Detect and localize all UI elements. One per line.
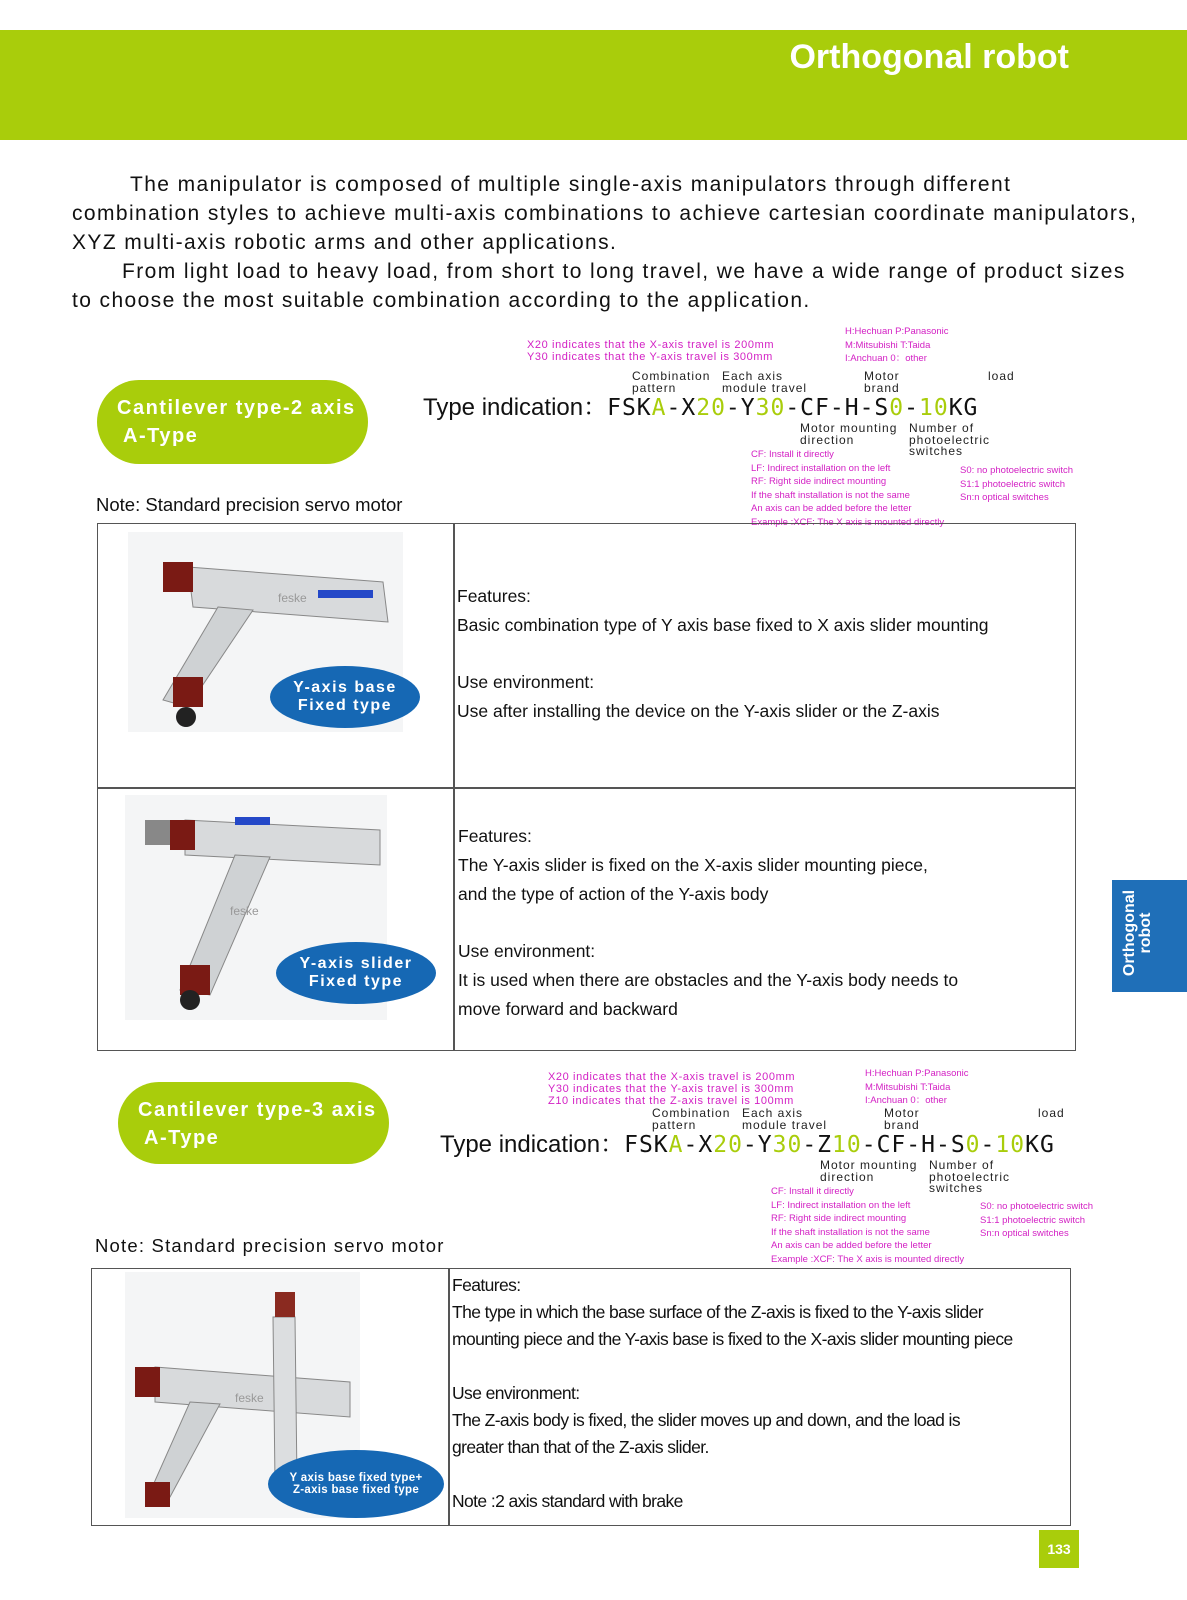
brand-logo: feske (278, 591, 307, 605)
mounting-note: CF: Install it directly (771, 1186, 854, 1197)
code-segment: -CF-H-S (785, 395, 890, 421)
type-label: Type indication： (440, 1131, 625, 1158)
code-segment: KG (948, 395, 979, 421)
label-mounting: Motor mounting direction (800, 421, 898, 447)
travel-note: Y30 indicates that the Y-axis travel is 300mm (527, 351, 773, 363)
mounting-note: If the shaft installation is not the same (771, 1226, 930, 1238)
note-servo: Note: Standard precision servo motor (96, 494, 403, 515)
code-segment: -CF-H-S (861, 1132, 966, 1158)
travel-note: Z10 indicates that the Z-axis travel is 100mm (548, 1095, 794, 1107)
divider (448, 1268, 450, 1526)
code-segment: KG (1025, 1132, 1055, 1158)
section-title-2-axis (97, 380, 368, 464)
intro-paragraph: From light load to heavy load, from short to long travel, we have a wide range of product sizes to choose the most suitable combination according to the application. (72, 260, 1126, 312)
badge-y-slider-fixed (276, 942, 436, 1004)
badge-line: Y-axis base (293, 679, 397, 696)
mounting-note: Example :XCF: The X axis is mounted directly (771, 1253, 965, 1265)
use-environment-text: greater than that of the Z-axis slider. (452, 1437, 709, 1457)
code-segment: 0 (889, 395, 905, 421)
row-1-description (457, 582, 988, 726)
page-number: 133 (1039, 1530, 1079, 1568)
features-text: mounting piece and the Y-axis base is fixed to the X-axis slider mounting piece (452, 1329, 1013, 1349)
use-environment-text: It is used when there are obstacles and the Y-axis body needs to (458, 970, 959, 990)
mounting-note: An axis can be added before the letter (751, 503, 912, 514)
type-indication (440, 1132, 1055, 1158)
section-title-line: A-Type (123, 425, 199, 447)
label-load: load (1038, 1106, 1065, 1120)
code-segment: 20 (713, 1132, 743, 1158)
mounting-note: Example :XCF: The X axis is mounted directly (751, 516, 945, 528)
row-2-description (458, 822, 958, 1024)
type-indication (423, 395, 978, 421)
switch-note: S0: no photoelectric switch (960, 465, 1074, 476)
features-heading: Features: (458, 826, 532, 846)
row-3-description (452, 1272, 1013, 1515)
travel-notes (548, 1071, 795, 1107)
switch-notes (960, 464, 1073, 505)
badge-line: Y axis base fixed type+ (289, 1472, 423, 1484)
brand-note: H:Hechuan P:Panasonic (865, 1068, 969, 1079)
label-travel: Each axis module travel (722, 369, 808, 395)
side-tab-orthogonal-robot[interactable] (1112, 880, 1187, 992)
side-tab-label: Orthogonal robot (1121, 889, 1154, 977)
code-segment: FSK (624, 1132, 669, 1158)
switch-note: Sn:n optical switches (980, 1228, 1069, 1239)
badge-line: Fixed type (308, 973, 404, 990)
use-environment-text: The Z-axis body is fixed, the slider moves up and down, and the load is (452, 1410, 960, 1430)
intro-text (72, 170, 1147, 315)
use-environment-heading: Use environment: (457, 672, 595, 692)
switch-note: S1:1 photoelectric switch (960, 478, 1066, 490)
brand-note: H:Hechuan P:Panasonic (845, 326, 949, 337)
travel-note: Y30 indicates that the Y-axis travel is 300mm (548, 1083, 794, 1095)
brand-logo: feske (235, 1391, 264, 1405)
brand-logo: feske (230, 904, 259, 918)
use-environment-heading: Use environment: (452, 1383, 580, 1403)
mounting-notes (771, 1185, 964, 1266)
code-segment: 30 (772, 1132, 803, 1158)
section-title-3-axis (118, 1082, 389, 1164)
features-text: The Y-axis slider is fixed on the X-axis slider mounting piece, (458, 855, 928, 875)
brand-note: M:Mitsubishi T:Taida (865, 1081, 951, 1093)
badge-y-z-base-fixed (268, 1450, 444, 1518)
code-segment: 10 (995, 1132, 1026, 1158)
features-heading: Features: (452, 1275, 521, 1295)
type-code (624, 1132, 1055, 1158)
use-environment-text: Use after installing the device on the Y-axis slider or the Z-axis (457, 701, 940, 721)
mounting-note: LF: Indirect installation on the left (751, 462, 891, 474)
use-environment-text: move forward and backward (458, 999, 678, 1019)
brake-note: Note :2 axis standard with brake (452, 1491, 683, 1511)
code-segment: FSK (607, 395, 652, 421)
motor-brand-notes (865, 1067, 969, 1108)
section-title-line: A-Type (144, 1127, 220, 1149)
switch-note: S1:1 photoelectric switch (980, 1214, 1086, 1226)
label-motor-brand: Motor brand (884, 1106, 920, 1132)
code-segment: -X (666, 395, 697, 421)
code-segment: 10 (918, 395, 949, 421)
label-switches: Number of photoelectric switches (929, 1158, 1011, 1195)
code-segment: 30 (755, 395, 786, 421)
code-segment: - (904, 395, 919, 421)
code-segment: 10 (832, 1132, 862, 1158)
intro-paragraph: The manipulator is composed of multiple single-axis manipulators through different combination styles to achieve multi-axis combinations to achieve cartesian coordinate manipulators, XYZ multi-axis robotic arms and other applications. (72, 173, 1138, 254)
code-segment: A (651, 395, 667, 421)
label-combination: Combination pattern (652, 1106, 731, 1132)
label-mounting: Motor mounting direction (820, 1158, 918, 1184)
mounting-note: CF: Install it directly (751, 449, 834, 460)
switch-note: Sn:n optical switches (960, 492, 1049, 503)
code-segment: 0 (965, 1132, 981, 1158)
mounting-note: An axis can be added before the letter (771, 1240, 932, 1251)
features-text: and the type of action of the Y-axis body (458, 884, 769, 904)
features-text: The type in which the base surface of the Z-axis is fixed to the Y-axis slider (452, 1302, 983, 1322)
switch-note: S0: no photoelectric switch (980, 1201, 1094, 1212)
label-travel: Each axis module travel (742, 1106, 828, 1132)
label-combination: Combination pattern (632, 369, 711, 395)
brand-note: I:Anchuan 0：other (865, 1095, 947, 1106)
mounting-note: RF: Right side indirect mounting (751, 476, 887, 487)
code-segment: -X (683, 1132, 714, 1158)
label-motor-brand: Motor brand (864, 369, 900, 395)
code-segment: 20 (696, 395, 726, 421)
code-segment: -Y (725, 395, 756, 421)
brand-note: I:Anchuan 0：other (845, 353, 927, 364)
type-code (607, 395, 978, 421)
mounting-notes (751, 448, 944, 529)
brand-note: M:Mitsubishi T:Taida (845, 339, 931, 351)
features-text: Basic combination type of Y axis base fixed to X axis slider mounting (457, 615, 989, 635)
label-switches: Number of photoelectric switches (909, 421, 991, 458)
mounting-note: LF: Indirect installation on the left (771, 1199, 911, 1211)
travel-note: X20 indicates that the X-axis travel is 200mm (527, 339, 775, 351)
motor-brand-notes (845, 325, 949, 366)
travel-note: X20 indicates that the X-axis travel is 200mm (548, 1071, 796, 1083)
code-segment: A (668, 1132, 684, 1158)
badge-line: Fixed type (297, 697, 393, 714)
divider (97, 787, 1076, 789)
code-segment: -Z (802, 1132, 833, 1158)
mounting-note: If the shaft installation is not the same (751, 489, 910, 501)
badge-y-base-fixed (270, 666, 420, 728)
code-segment: - (980, 1132, 996, 1158)
switch-notes (980, 1200, 1093, 1241)
page-title: Orthogonal robot (789, 38, 1069, 76)
note-servo: Note: Standard precision servo motor (95, 1235, 445, 1256)
type-label: Type indication： (423, 394, 608, 421)
section-title-line: Cantilever type-2 axis (117, 397, 356, 419)
badge-line: Y-axis slider (299, 955, 413, 972)
travel-notes (527, 339, 774, 363)
features-heading: Features: (457, 586, 531, 606)
label-load: load (988, 369, 1015, 383)
section-title-line: Cantilever type-3 axis (138, 1099, 377, 1121)
mounting-note: RF: Right side indirect mounting (771, 1213, 907, 1224)
use-environment-heading: Use environment: (458, 941, 596, 961)
badge-line: Z-axis base fixed type (292, 1484, 420, 1496)
code-segment: -Y (742, 1132, 773, 1158)
